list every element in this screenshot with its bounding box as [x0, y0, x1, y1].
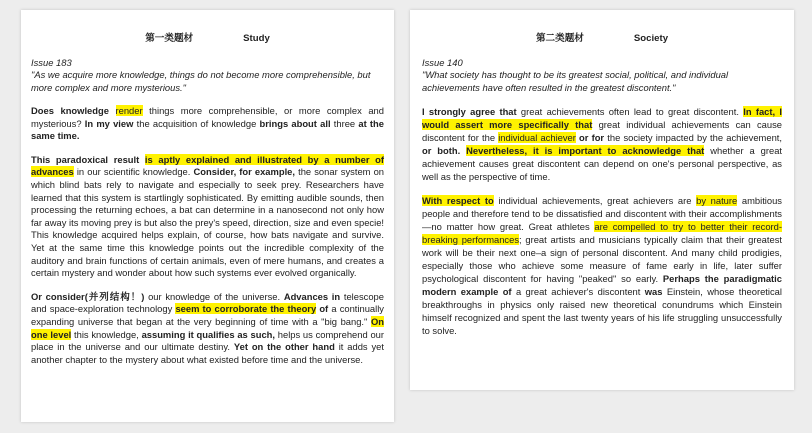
bold-text: assuming it qualifies as such, [141, 328, 276, 340]
bold-text: Consider, for example, [193, 166, 296, 178]
bold-text: This paradoxical result [31, 153, 145, 165]
text-run: individual achievements, great achievers are [493, 195, 697, 206]
page-heading [422, 30, 782, 44]
page-heading [31, 30, 384, 44]
text-run: telescope and space-exploration technology [31, 290, 384, 315]
paragraph-2 [31, 154, 384, 280]
issue-number: Issue 140 [422, 57, 463, 68]
document-page-society [410, 10, 794, 390]
bold-text: Does knowledge [31, 105, 116, 116]
paragraph-1 [31, 105, 384, 143]
bold-text: In my view [84, 117, 134, 129]
highlighted-text: are compelled to try to better their record-breaking performances [422, 221, 782, 245]
topic-label: Society [633, 33, 669, 44]
text-run: the acquisition of knowledge [133, 117, 260, 129]
bold-text: I strongly agree that [422, 106, 517, 117]
text-run: our knowledge of the universe. [144, 290, 284, 302]
text-run: great achievements often lead to great discontent. [516, 106, 744, 117]
category-label: 第二类题材 [535, 33, 584, 44]
text-run: things more comprehensible, or more complex and mysterious? [31, 105, 384, 129]
text-run: whether a great achievement causes great discontent can depend on one's personal perspective, as well as the perspective of time. [422, 145, 783, 182]
bold-text: Or consider(并列结构！) [31, 290, 145, 302]
bold-text: or for [575, 132, 605, 143]
category-label: 第一类题材 [145, 33, 194, 44]
text-run: a continually expanding universe that began at the very beginning of time with a "big bang." [31, 303, 384, 327]
text-run: in our scientific knowledge. [73, 166, 194, 178]
issue-prompt: "As we acquire more knowledge, things do not become more comprehensible, but more complex and more mysterious." [31, 69, 371, 93]
bold-text: Advances in [283, 290, 341, 302]
bold-text: at the same time. [31, 117, 384, 142]
issue-number: Issue 183 [31, 57, 72, 68]
text-run: ; great artists and musicians typically claim that their greatest work will be their next one–a sign of personal discontent. And many child prodigies, especially those who achieve some measure of fame early in life, later suffer psychological discontent for having "peaked" so early. [422, 234, 782, 284]
text-run: helps us comprehend our place in the universe and our ultimate destiny. [31, 328, 385, 353]
highlighted-text: Nevertheless, it is important to acknowledge that [466, 145, 705, 156]
highlighted-text: In fact, I would assert more specifically that [422, 106, 782, 130]
bold-text: of [316, 303, 329, 315]
text-run: ambitious people and therefore tend to be dissatisfied and discontent with their accomplishments—no matter how great. Great athletes [422, 195, 782, 232]
paragraph-2 [422, 194, 782, 337]
text-run: it adds yet another chapter to the mystery about what existed before time and the universe. [31, 341, 384, 365]
issue-prompt: "What society has thought to be its greatest social, political, and individual achievements have often resulted in the greatest discontent." [422, 69, 729, 93]
bold-text: brings about all [259, 117, 331, 129]
bold-text: was [644, 286, 663, 297]
text-run: a great achiever's discontent [511, 286, 645, 297]
highlighted-text: by nature [696, 195, 738, 206]
text-run: the society impacted by the achievement, [604, 132, 782, 143]
bold-text: Perhaps the paradigmatic modern example of [422, 273, 782, 297]
highlighted-text: is aptly explained and illustrated by a number of advances [31, 153, 384, 178]
text-run: this knowledge, [71, 328, 142, 340]
bold-text: or both. [422, 145, 461, 156]
highlighted-text: On one level [31, 315, 384, 340]
highlighted-text: render [115, 105, 143, 116]
highlighted-text: seem to corroborate the theory [175, 303, 317, 315]
text-run: Einstein, whose theoretical breakthroughs in physics only raised new theoretical conundrums which Einstein himself recognized and spent the last twenty years of his life struggling unsuccessfully to solve. [422, 286, 782, 336]
text-run: great individual achievements can cause discontent for the [422, 119, 782, 143]
topic-label: Study [243, 33, 270, 44]
bold-text: Yet on the other hand [233, 341, 335, 353]
paragraph-1 [422, 105, 782, 183]
highlighted-text: With respect to [422, 195, 494, 206]
text-run: three [330, 117, 359, 129]
highlighted-text: individual achiever [498, 132, 576, 143]
paragraph-3 [31, 291, 384, 367]
text-run: the sonar system on which blind bats rely to navigate and especially to seek prey. Researchers have learned that this system is startlingly sophisticated. By emitting audible sounds, then processing the returning echoes, a bat can determine in a nanosecond not only how far away its moving prey is but also the prey's speed, direction, size and even specie! This knowledge acquired helps explain, of course, how bats navigate and survive. Yet at the same time this knowledge points out the incredible complexity of the auditory and brain functions of certain animals, even of mere humans, and creates a certain mystery and wonder about how such systems ever evolved organically. [31, 166, 385, 279]
document-page-study [21, 10, 394, 422]
